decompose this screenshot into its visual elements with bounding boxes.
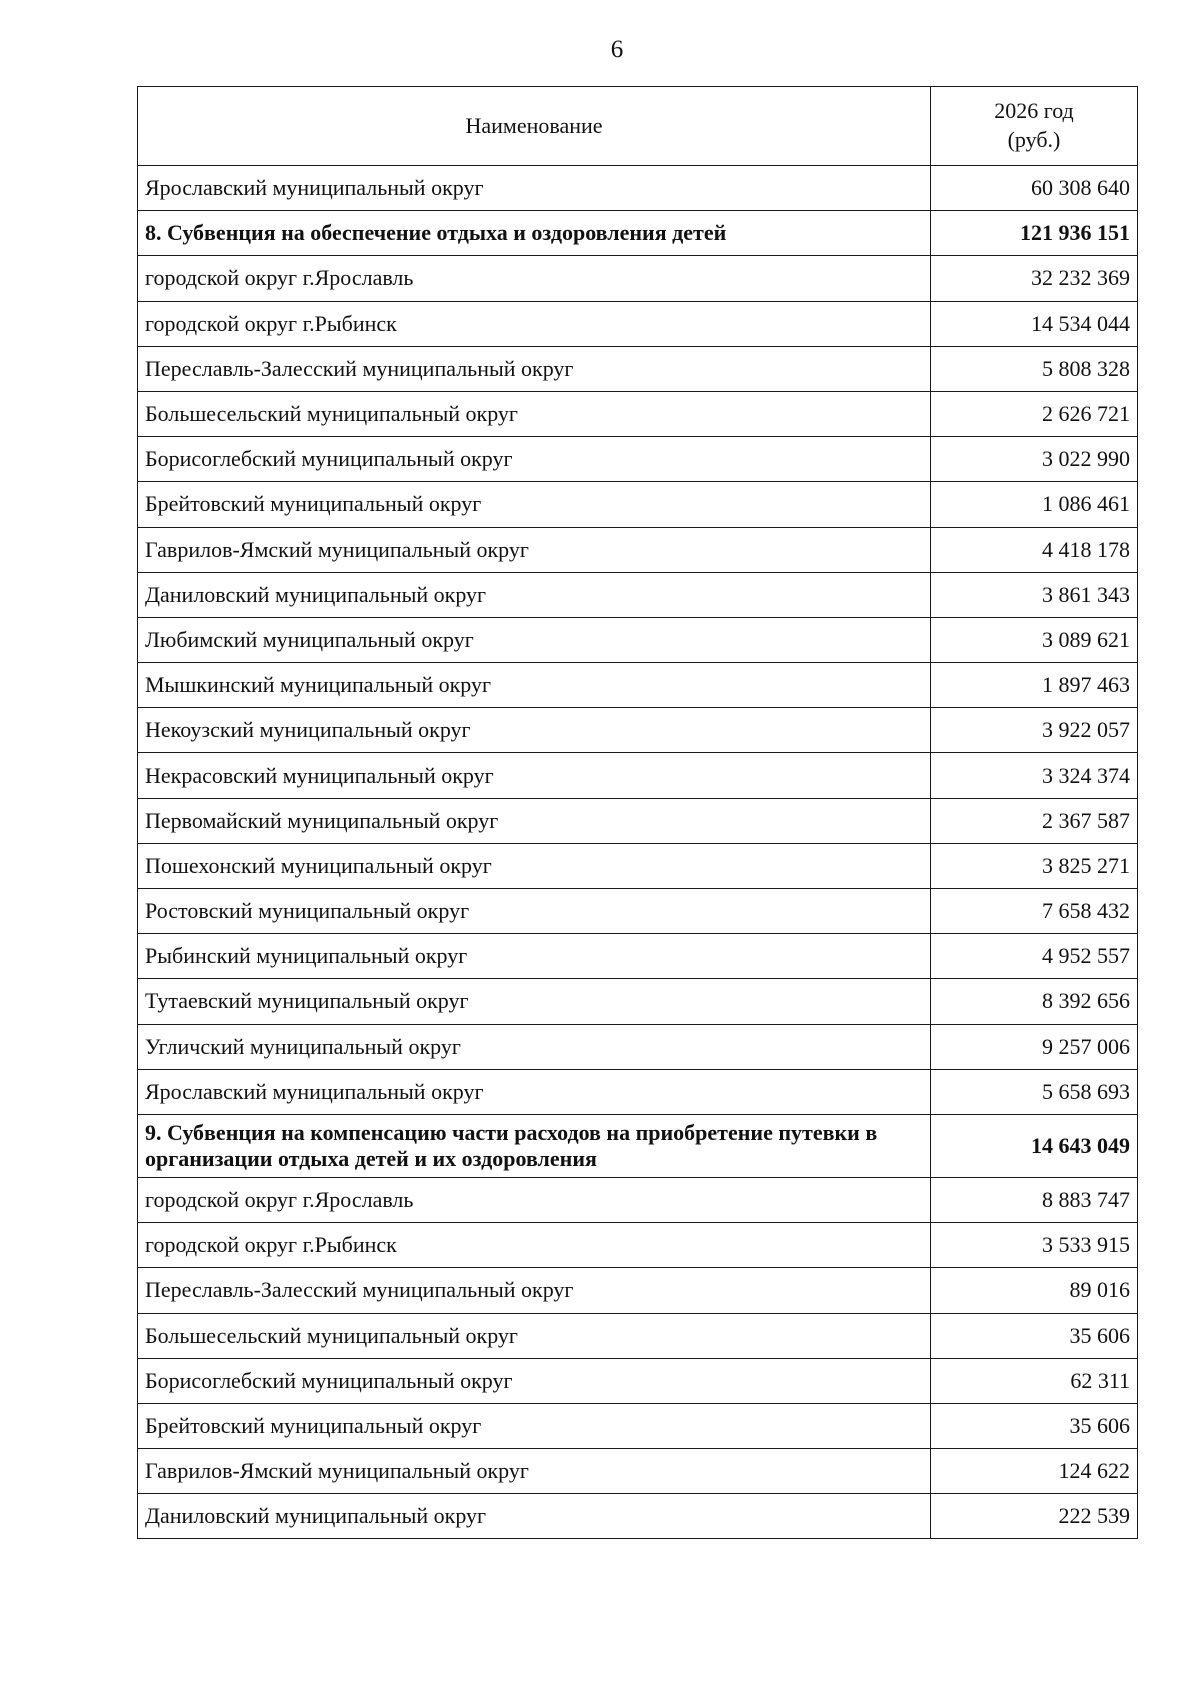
row-name: городской округ г.Ярославль <box>138 1177 931 1222</box>
row-value: 121 936 151 <box>931 211 1138 256</box>
row-value: 7 658 432 <box>931 889 1138 934</box>
row-name: Ярославский муниципальный округ <box>138 166 931 211</box>
budget-table <box>137 86 1138 1539</box>
table-row <box>138 979 1138 1024</box>
row-value: 5 808 328 <box>931 346 1138 391</box>
column-header-value <box>931 87 1138 166</box>
table-row <box>138 1223 1138 1268</box>
row-name: Даниловский муниципальный округ <box>138 1494 931 1539</box>
table-row <box>138 1024 1138 1069</box>
row-value: 35 606 <box>931 1403 1138 1448</box>
column-header-value-unit: (руб.) <box>1007 127 1061 152</box>
row-value: 1 086 461 <box>931 482 1138 527</box>
table-row <box>138 166 1138 211</box>
row-value: 62 311 <box>931 1358 1138 1403</box>
row-name: Большесельский муниципальный округ <box>138 391 931 436</box>
row-value: 35 606 <box>931 1313 1138 1358</box>
table-row <box>138 1358 1138 1403</box>
row-name: Брейтовский муниципальный округ <box>138 482 931 527</box>
table-row <box>138 1449 1138 1494</box>
table-row <box>138 708 1138 753</box>
table-row <box>138 798 1138 843</box>
table-row <box>138 482 1138 527</box>
row-name: Борисоглебский муниципальный округ <box>138 437 931 482</box>
table-row <box>138 1313 1138 1358</box>
row-name: Первомайский муниципальный округ <box>138 798 931 843</box>
row-value: 5 658 693 <box>931 1069 1138 1114</box>
row-name: Мышкинский муниципальный округ <box>138 663 931 708</box>
row-value: 9 257 006 <box>931 1024 1138 1069</box>
table-row <box>138 1403 1138 1448</box>
row-value: 14 643 049 <box>931 1114 1138 1177</box>
row-value: 3 825 271 <box>931 843 1138 888</box>
table-row <box>138 934 1138 979</box>
table-row <box>138 527 1138 572</box>
row-name: Большесельский муниципальный округ <box>138 1313 931 1358</box>
section-row <box>138 1114 1138 1177</box>
row-value: 8 883 747 <box>931 1177 1138 1222</box>
page-number: 6 <box>610 36 624 63</box>
table-row <box>138 843 1138 888</box>
table-row <box>138 1494 1138 1539</box>
table-row <box>138 663 1138 708</box>
table-row <box>138 1069 1138 1114</box>
column-header-name: Наименование <box>138 87 931 166</box>
row-name: Ярославский муниципальный округ <box>138 1069 931 1114</box>
table-row <box>138 391 1138 436</box>
section-row <box>138 211 1138 256</box>
row-value: 222 539 <box>931 1494 1138 1539</box>
table-row <box>138 437 1138 482</box>
row-name: Угличский муниципальный округ <box>138 1024 931 1069</box>
row-name: Даниловский муниципальный округ <box>138 572 931 617</box>
row-name: Брейтовский муниципальный округ <box>138 1403 931 1448</box>
row-value: 60 308 640 <box>931 166 1138 211</box>
row-value: 3 533 915 <box>931 1223 1138 1268</box>
row-value: 14 534 044 <box>931 301 1138 346</box>
row-name: Некоузский муниципальный округ <box>138 708 931 753</box>
row-value: 4 952 557 <box>931 934 1138 979</box>
row-name: Ростовский муниципальный округ <box>138 889 931 934</box>
table-row <box>138 753 1138 798</box>
row-name: Гаврилов-Ямский муниципальный округ <box>138 1449 931 1494</box>
table-row <box>138 256 1138 301</box>
row-name: Любимский муниципальный округ <box>138 617 931 662</box>
row-name: Переславль-Залесский муниципальный округ <box>138 1268 931 1313</box>
row-value: 3 022 990 <box>931 437 1138 482</box>
row-name: городской округ г.Ярославль <box>138 256 931 301</box>
row-value: 124 622 <box>931 1449 1138 1494</box>
row-name: Переславль-Залесский муниципальный округ <box>138 346 931 391</box>
row-name: Некрасовский муниципальный округ <box>138 753 931 798</box>
row-value: 3 324 374 <box>931 753 1138 798</box>
row-name: Гаврилов-Ямский муниципальный округ <box>138 527 931 572</box>
table-row <box>138 1177 1138 1222</box>
row-value: 2 626 721 <box>931 391 1138 436</box>
row-value: 3 861 343 <box>931 572 1138 617</box>
row-name: Борисоглебский муниципальный округ <box>138 1358 931 1403</box>
table-header-row <box>138 87 1138 166</box>
row-name: Рыбинский муниципальный округ <box>138 934 931 979</box>
table-row <box>138 617 1138 662</box>
row-value: 4 418 178 <box>931 527 1138 572</box>
table-body <box>138 166 1138 1539</box>
row-value: 89 016 <box>931 1268 1138 1313</box>
row-name: городской округ г.Рыбинск <box>138 1223 931 1268</box>
table-row <box>138 572 1138 617</box>
table-row <box>138 889 1138 934</box>
row-name: Тутаевский муниципальный округ <box>138 979 931 1024</box>
row-name: 8. Субвенция на обеспечение отдыха и оздоровления детей <box>138 211 931 256</box>
row-value: 3 089 621 <box>931 617 1138 662</box>
row-value: 32 232 369 <box>931 256 1138 301</box>
table-row <box>138 1268 1138 1313</box>
row-name: 9. Субвенция на компенсацию части расходов на приобретение путевки в организации отдыха детей и их оздоровления <box>138 1114 931 1177</box>
row-value: 3 922 057 <box>931 708 1138 753</box>
row-value: 1 897 463 <box>931 663 1138 708</box>
row-value: 8 392 656 <box>931 979 1138 1024</box>
row-name: Пошехонский муниципальный округ <box>138 843 931 888</box>
row-value: 2 367 587 <box>931 798 1138 843</box>
table-row <box>138 346 1138 391</box>
table-row <box>138 301 1138 346</box>
row-name: городской округ г.Рыбинск <box>138 301 931 346</box>
column-header-value-year: 2026 год <box>994 98 1074 124</box>
